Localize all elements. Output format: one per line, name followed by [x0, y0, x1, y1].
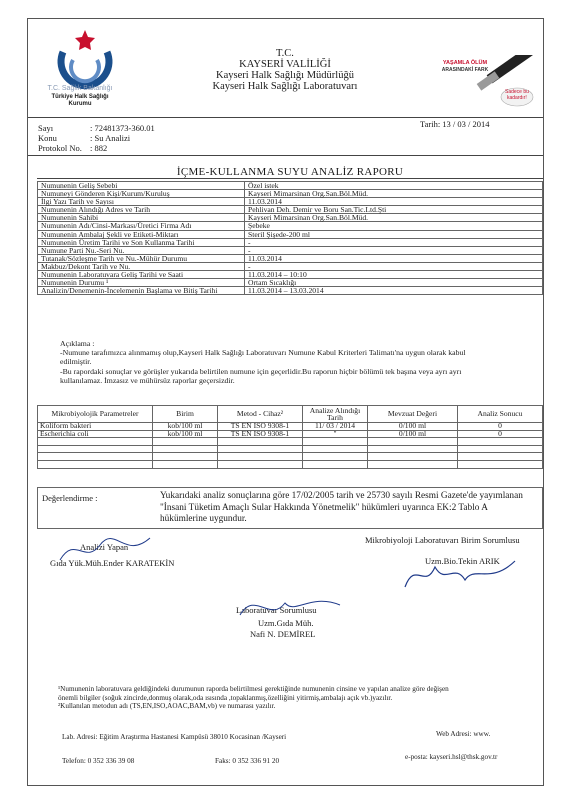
report-title: İÇME-KULLANMA SUYU ANALİZ RAPORU: [176, 166, 404, 178]
meta-divider: [28, 155, 543, 156]
signature-center-scribble: [230, 585, 350, 625]
results-cell: TS EN ISO 9308-1: [218, 430, 303, 438]
results-cell: [303, 445, 368, 453]
notes-line3: -Bu rapordaki sonuçlar ve görüşler yukarıda belirtilen numune için geçerlidir.Bu raporun hiçbir bölümü tek başına veya ayrı ayrı: [60, 366, 462, 376]
notes-line2: edilmiştir.: [60, 357, 92, 367]
results-row: [38, 460, 543, 468]
results-cell: TS EN ISO 9308-1: [218, 423, 303, 431]
results-cell: [38, 453, 153, 461]
meta-protokol-value: : 882: [90, 143, 108, 153]
results-cell: [368, 453, 458, 461]
info-label: Numunenin Sahibi: [38, 214, 245, 222]
meta-sayi-label: Sayı: [38, 123, 54, 133]
results-cell: [218, 445, 303, 453]
results-cell: 0: [458, 423, 543, 431]
results-cell: Koliform bakteri: [38, 423, 153, 431]
meta-tarih: Tarih: 13 / 03 / 2014: [420, 119, 490, 129]
results-cell: [38, 445, 153, 453]
meta-konu-value: : Su Analizi: [90, 133, 131, 143]
info-label: Numune Parti Nu.-Seri Nu.: [38, 246, 245, 254]
notes-block: [60, 339, 540, 385]
footnote-1b: önemli bilgiler (soğuk zincirde,donmuş olarak,oda ısısında ,topaklanmış,özelliğini yitirmiş,ambalajı açık vb.)yazılır.: [58, 693, 393, 702]
title-underline: [37, 178, 543, 179]
results-cell: [153, 445, 218, 453]
campaign-bubble2: kadardır!: [507, 95, 527, 101]
info-value: Pehlivan Deh. Demir ve Boru San.Tic.Ltd.Şti: [245, 206, 543, 214]
info-value: Özel istek: [245, 182, 543, 190]
results-cell: 11/ 03 / 2014: [303, 423, 368, 431]
logo-ministry-text: T.C. Sağlık Bakanlığı: [47, 85, 113, 92]
evaluation-line3: hükümlerine uygundur.: [160, 514, 247, 524]
results-cell: [368, 445, 458, 453]
info-value: Steril Şişede-200 ml: [245, 230, 543, 238]
evaluation-label: Değerlendirme :: [42, 493, 98, 503]
info-value: Kayseri Mimarsinan Org.San.Böl.Müd.: [245, 214, 543, 222]
notes-line1: -Numune tarafımızca alınmamış olup,Kayseri Halk Sağlığı Laboratuvarı Numune Kabul Kriterleri Talimatı'na uygun olarak kabul: [60, 348, 466, 358]
campaign-bubble1: Sadece bu: [505, 89, 529, 95]
results-cell: 0: [458, 430, 543, 438]
sample-info-table: [37, 181, 543, 295]
info-value: -: [245, 246, 543, 254]
logo-institution-line1: Türkiye Halk Sağlığı: [51, 94, 109, 100]
results-cell: [153, 438, 218, 446]
results-header-param: Mikrobiyolojik Parametreler: [38, 406, 153, 423]
info-label: Numunenin Geliş Sebebi: [38, 182, 245, 190]
campaign-logo: [425, 50, 535, 120]
results-cell: [303, 460, 368, 468]
results-cell: kob/100 ml: [153, 430, 218, 438]
results-cell: [368, 438, 458, 446]
header-divider: [28, 117, 543, 118]
signature-right-title: Mikrobiyoloji Laboratuvarı Birim Sorumlusu: [365, 535, 520, 545]
campaign-line1: YAŞAMLA ÖLÜM: [442, 60, 488, 66]
results-header-result: Analiz Sonucu: [458, 406, 543, 423]
info-label: Numunenin Ambalaj Şekli ve Etiketi-Miktarı: [38, 230, 245, 238]
signature-left-name: Gıda Yük.Müh.Ender KARATEKİN: [50, 558, 175, 568]
contact-phone: Telefon: 0 352 336 39 08: [62, 757, 135, 765]
signature-left-title: Analizi Yapan: [80, 542, 129, 552]
results-row: [38, 453, 543, 461]
results-header-method: Metod - Cihaz²: [218, 406, 303, 423]
evaluation-line1: Yukarıdaki analiz sonuçlarına göre 17/02/2005 tarih ve 25730 sayılı Resmi Gazete'de yayımlanan: [160, 491, 523, 501]
results-cell: Escherichia coli: [38, 430, 153, 438]
meta-protokol-label: Protokol No.: [38, 143, 82, 153]
footnotes-block: [58, 685, 538, 711]
logo-institution-line2: Kurumu: [68, 101, 92, 107]
info-row: [38, 287, 543, 295]
signature-center-role: Uzm.Gıda Müh.: [258, 618, 314, 628]
results-row: [38, 430, 543, 438]
header-line2: KAYSERİ VALİLİĞİ: [239, 59, 331, 70]
results-cell: [458, 460, 543, 468]
results-cell: [218, 460, 303, 468]
info-value: 11.03.2014 – 10:10: [245, 271, 543, 279]
results-table: [37, 405, 543, 469]
results-cell: [368, 460, 458, 468]
info-label: Numunenin Alındığı Adres ve Tarih: [38, 206, 245, 214]
results-cell: [218, 438, 303, 446]
info-label: Numunenin Laboratuvara Geliş Tarihi ve Saati: [38, 271, 245, 279]
contact-fax: Faks: 0 352 336 91 20: [215, 757, 280, 765]
results-cell: [38, 460, 153, 468]
signature-center-name: Nafi N. DEMİREL: [250, 629, 316, 639]
info-value: 11.03.2014: [245, 254, 543, 262]
results-cell: [153, 453, 218, 461]
results-cell: 0/100 ml: [368, 423, 458, 431]
footnote-1: ¹Numunenin laboratuvara geldiğindeki durumunun raporda belirtilmesi gerektiğinde numunenin cinsine ve yapılan analize göre değişen: [58, 685, 449, 693]
campaign-line2: ARASINDAKİ FARK: [441, 67, 489, 73]
info-label: Numunenin Üretim Tarihi ve Son Kullanma Tarihi: [38, 238, 245, 246]
info-row: [38, 230, 543, 238]
header-line3: Kayseri Halk Sağlığı Müdürlüğü: [216, 70, 354, 81]
results-row: [38, 445, 543, 453]
results-row: [38, 438, 543, 446]
info-value: Şebeke: [245, 222, 543, 230]
results-cell: [303, 453, 368, 461]
info-label: Numuneyi Gönderen Kişi/Kurum/Kuruluş: [38, 190, 245, 198]
footnote-2: ²Kullanılan metodun adı (TS,EN,ISO,AOAC,BAM,vb) ve numarası yazılır.: [58, 702, 276, 710]
results-cell: ": [303, 430, 368, 438]
meta-sayi-value: : 72481373-360.01: [90, 123, 155, 133]
info-label: Analizin/Denemenin-İncelemenin Başlama ve Bitiş Tarihi: [38, 287, 245, 295]
meta-protokol: [38, 144, 107, 154]
info-value: Ortam Sıcaklığı: [245, 279, 543, 287]
info-value: Kayseri Mimarsinan Org.San.Böl.Müd.: [245, 190, 543, 198]
info-label: Tutanak/Sözleşme Tarih ve Nu.-Mühür Durumu: [38, 254, 245, 262]
signature-right-name: Uzm.Bio.Tekin ARIK: [425, 556, 500, 566]
header-line4: Kayseri Halk Sağlığı Laboratuvarı: [212, 81, 358, 92]
results-cell: [458, 438, 543, 446]
results-cell: [303, 438, 368, 446]
signature-right-scribble: [400, 555, 520, 595]
notes-line4: kullanılamaz. İmzasız ve mühürsüz raporlar geçersizdir.: [60, 375, 235, 385]
evaluation-line2: "İnsani Tüketim Amaçlı Sular Hakkında Yönetmelik" hükümleri uyarınca EK:2 Tablo A: [160, 502, 488, 513]
signature-left-scribble: [55, 530, 155, 570]
info-label: Makbuz/Dekont Tarih ve Nu.: [38, 262, 245, 270]
info-value: -: [245, 262, 543, 270]
info-value: -: [245, 238, 543, 246]
results-header-date: Analize Alındığı Tarih: [303, 406, 368, 423]
cigarette-icon: [455, 55, 535, 115]
contact-email: e-posta: kayseri.hsl@thsk.gov.tr: [405, 753, 498, 761]
contact-web: Web Adresi: www.: [436, 730, 491, 738]
contact-address: Lab. Adresi: Eğitim Araştırma Hastanesi Kampüsü 38010 Kocasinan /Kayseri: [62, 733, 287, 741]
meta-konu-label: Konu: [38, 133, 57, 143]
evaluation-text: [160, 491, 540, 526]
header-line1: T.C.: [276, 48, 294, 59]
info-value: 11.03.2014: [245, 198, 543, 206]
results-cell: [218, 453, 303, 461]
signature-center-title: Laboratuvar Sorumlusu: [236, 605, 317, 615]
info-label: Numunenin Adı/Cinsi-Markası/Üretici Firma Adı: [38, 222, 245, 230]
results-cell: 0/100 ml: [368, 430, 458, 438]
results-cell: [153, 460, 218, 468]
results-row: [38, 423, 543, 431]
info-label: İlgi Yazı Tarih ve Sayısı: [38, 198, 245, 206]
results-header-limit: Mevzuat Değeri: [368, 406, 458, 423]
results-header-unit: Birim: [153, 406, 218, 423]
info-row: [38, 222, 543, 230]
info-label: Numunenin Durumu ¹: [38, 279, 245, 287]
results-cell: [458, 453, 543, 461]
info-value: 11.03.2014 – 13.03.2014: [245, 287, 543, 295]
notes-title: Açıklama :: [60, 339, 95, 348]
results-cell: [458, 445, 543, 453]
results-cell: kob/100 ml: [153, 423, 218, 431]
results-cell: [38, 438, 153, 446]
